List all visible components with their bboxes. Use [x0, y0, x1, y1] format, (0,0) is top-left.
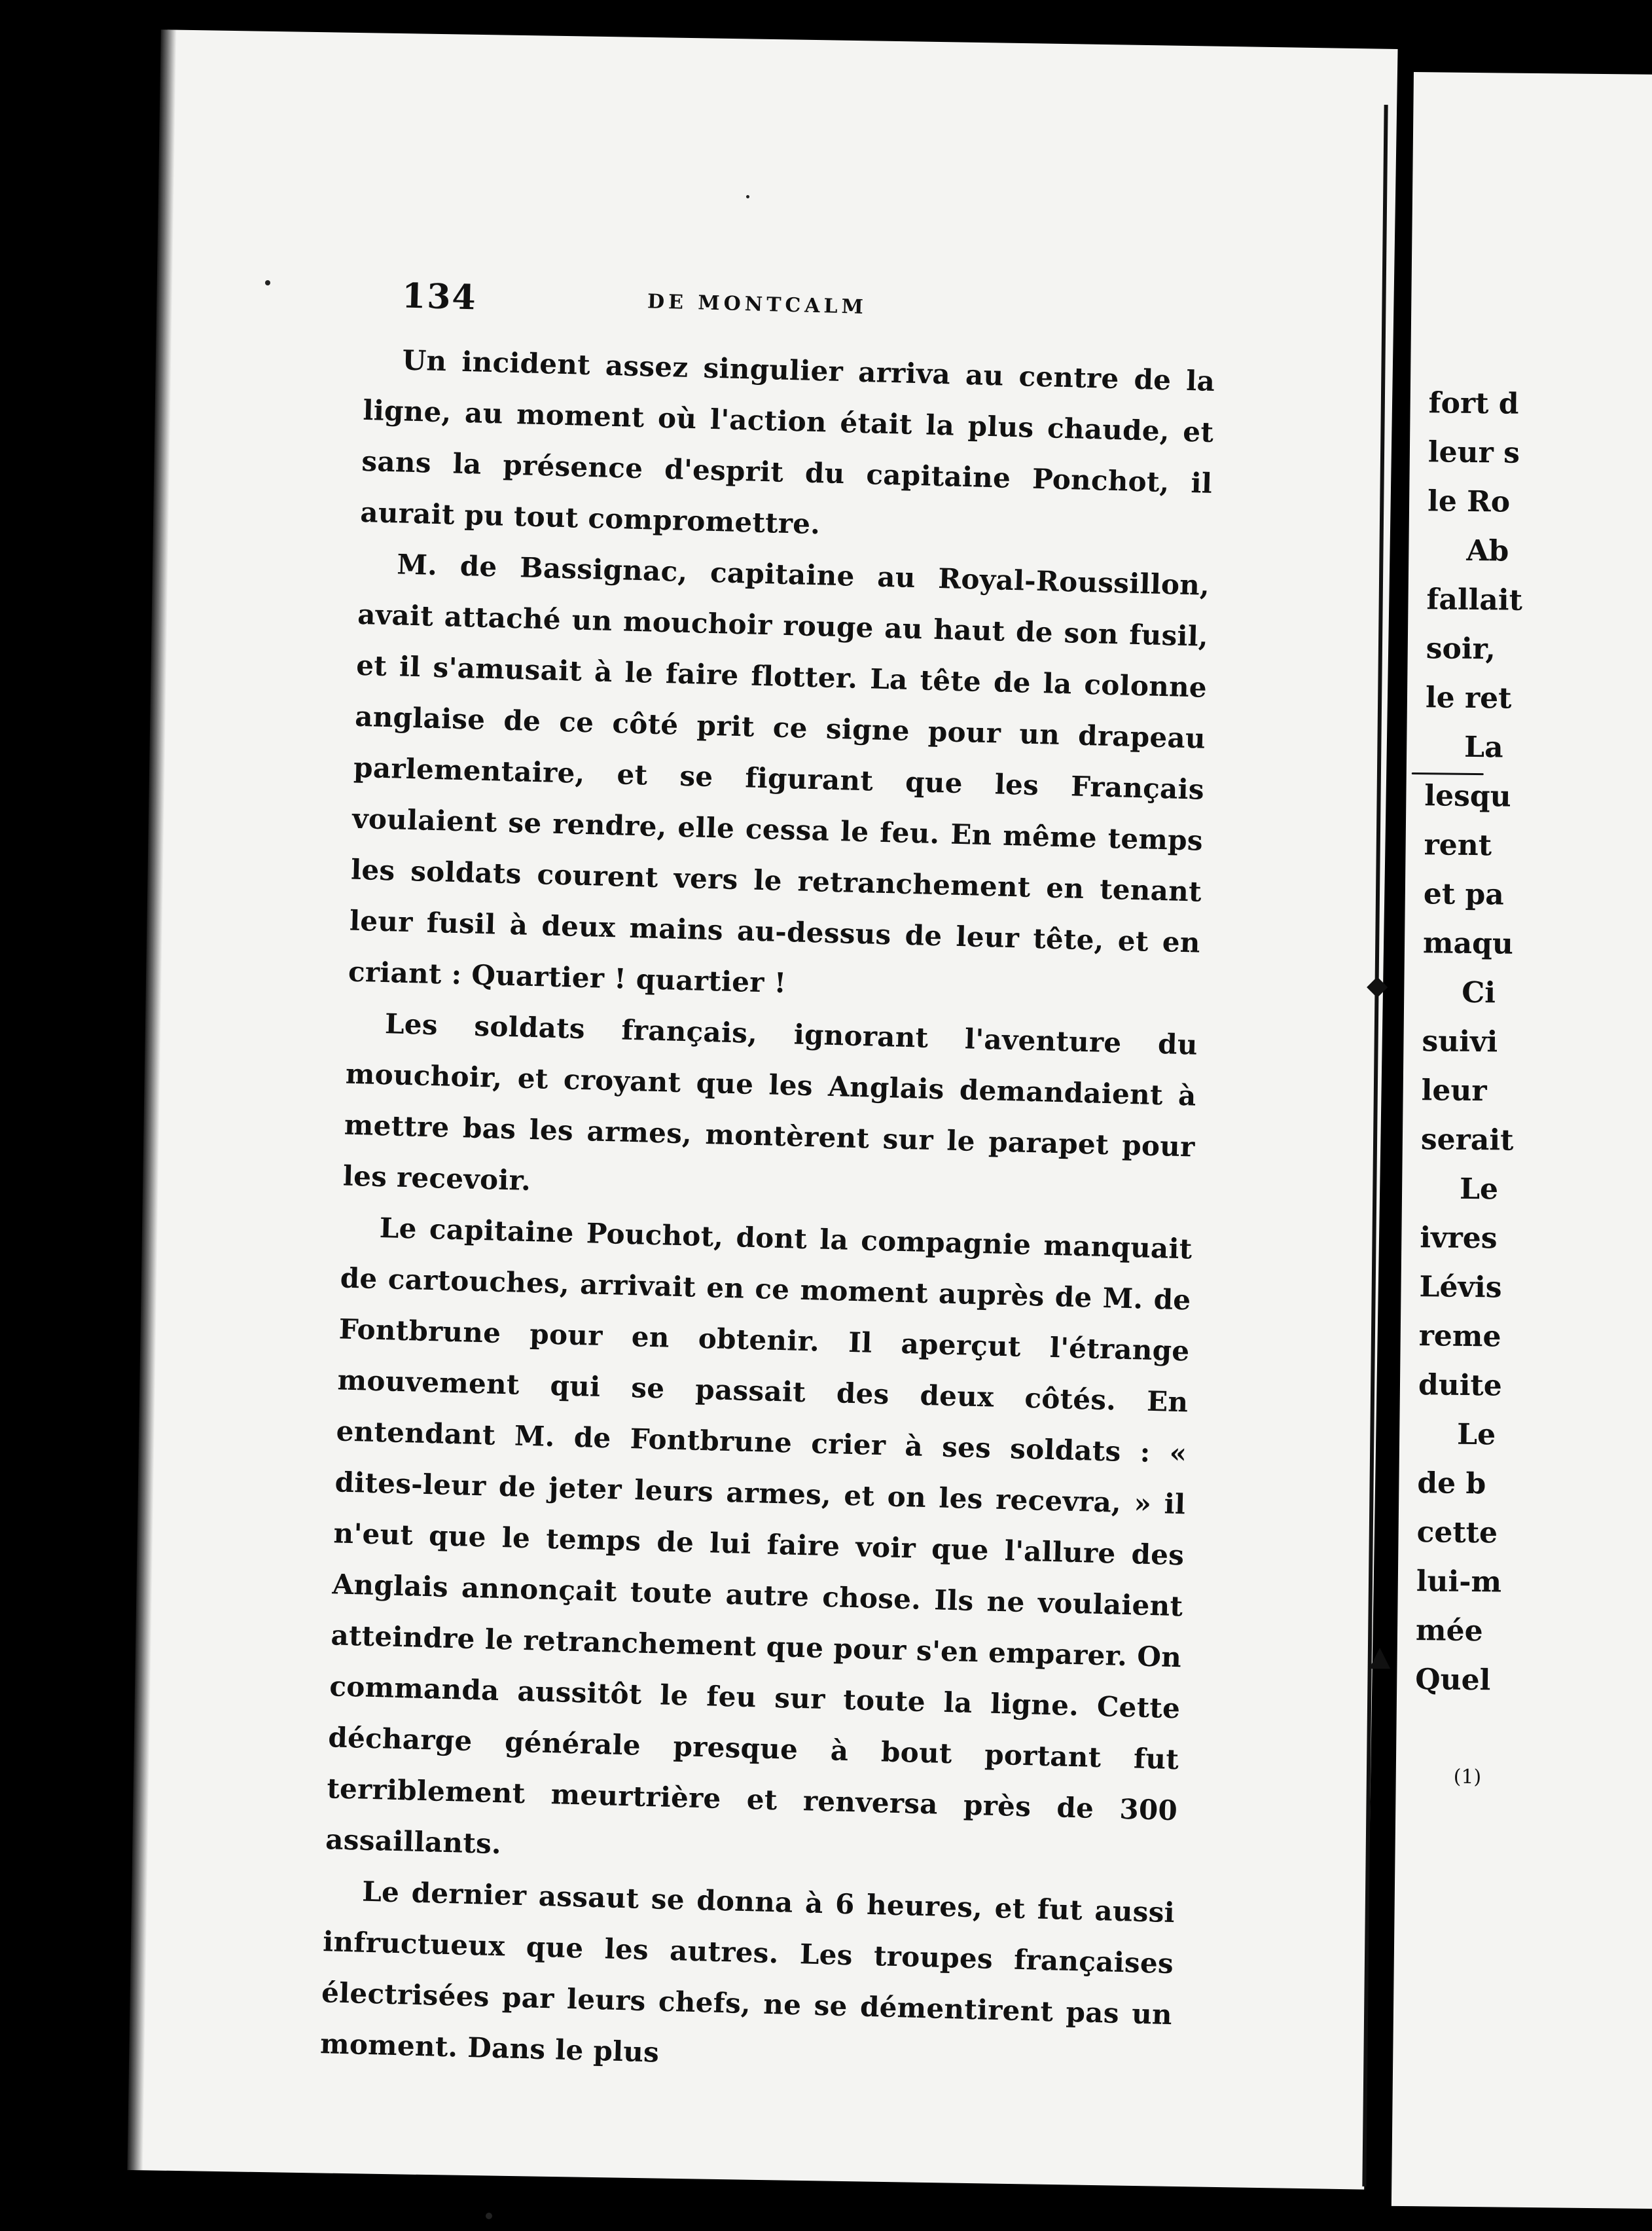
right-page-line: soir, [1426, 632, 1496, 666]
right-page-line: suivi [1422, 1025, 1498, 1059]
right-page-line: Ab [1466, 534, 1509, 568]
right-page-line: lesqu [1424, 779, 1511, 814]
scan-speck [486, 2213, 492, 2219]
right-page-line: Le [1459, 1172, 1499, 1206]
right-page-line: lui-m [1416, 1565, 1502, 1599]
right-page-line: le ret [1425, 681, 1512, 716]
right-page-line: Lévis [1419, 1270, 1502, 1305]
right-page-line: serait [1420, 1123, 1514, 1157]
page-text-block [319, 275, 1217, 2092]
right-page-line: Quel [1415, 1663, 1491, 1697]
right-page-line: de b [1417, 1466, 1486, 1501]
paragraph: Un incident assez singulier arriva au centre de la ligne, au moment où l'action était la plus chaude, et sans la présence d'esprit du capitaine Ponchot, il aurait pu tout compromettre. [359, 344, 1215, 541]
gutter-arrow-mark: ▲ [1369, 1640, 1391, 1672]
right-page-line: Le [1456, 1417, 1496, 1452]
right-page-line: Ci [1462, 975, 1496, 1010]
right-page-line: fallait [1426, 583, 1523, 617]
scan-speck [265, 280, 270, 285]
right-page [1392, 72, 1652, 2209]
right-page-line: rent [1424, 828, 1492, 863]
scan-speck [746, 195, 749, 198]
right-page-line: leur s [1428, 435, 1520, 470]
right-page-line: leur [1421, 1074, 1487, 1108]
right-page-line: maqu [1422, 926, 1514, 961]
right-page-line: duite [1418, 1368, 1503, 1403]
right-page-line: reme [1418, 1319, 1501, 1354]
right-page-line: La [1463, 730, 1503, 765]
right-page-line: fort d [1428, 386, 1519, 421]
paragraph: Le dernier assaut se donna à 6 heures, et fut aussi infructueux que les autres. Les troupes françaises électrisées par leurs chefs, ne se démentirent pas un moment. Dans le plus [319, 1875, 1176, 2069]
page-number: 134 [401, 276, 478, 318]
footnote-marker: (1) [1453, 1765, 1482, 1789]
gutter-arrow-mark: ◆ [1367, 969, 1388, 1001]
left-page-edge [127, 29, 176, 2170]
right-page-line: mée [1415, 1614, 1483, 1648]
paragraph: Les soldats français, ignorant l'aventure du mouchoir, et croyant que les Anglais demandaient à mettre bas les armes, montèrent sur le parapet pour les recevoir. [342, 1007, 1198, 1197]
section-rule [1412, 772, 1484, 775]
paragraph: M. de Bassignac, capitaine au Royal-Roussillon, avait attaché un mouchoir rouge au haut de son fusil, et il s'amusait à le faire flotter. La tête de la colonne anglaise de ce côté prit ce signe pour un drapeau parlementaire, et se figurant que les Français voulaient se rendre, elle cessa le feu. En même temps les soldats courent vers le retranchement en tenant leur fusil à deux mains au-dessus de leur tête, et en criant : Quartier ! quartier ! [348, 548, 1210, 1000]
paragraph: Le capitaine Pouchot, dont la compagnie manquait de cartouches, arrivait en ce moment auprès de M. de Fontbrune pour en obtenir. Il aperçut l'étrange mouvement qui se passait des deux côtés. En entendant M. de Fontbrune crier à ses soldats : « dites-leur de jeter leurs armes, et on les recevra, » il n'eut que le temps de lui faire voir que l'allure des Anglais annonçait toute autre chose. Ils ne voulaient atteindre le retranchement que pour s'en emparer. On commanda aussitôt le feu sur toute la ligne. Cette décharge générale presque à bout portant fut terriblement meurtrière et renversa près de 300 assaillants. [325, 1212, 1193, 1860]
right-page-line: le Ro [1427, 484, 1511, 519]
right-page-line: cette [1416, 1515, 1498, 1550]
running-head: DE MONTCALM [647, 290, 868, 319]
right-page-line: ivres [1420, 1221, 1498, 1256]
right-page-line: et pa [1423, 877, 1505, 912]
